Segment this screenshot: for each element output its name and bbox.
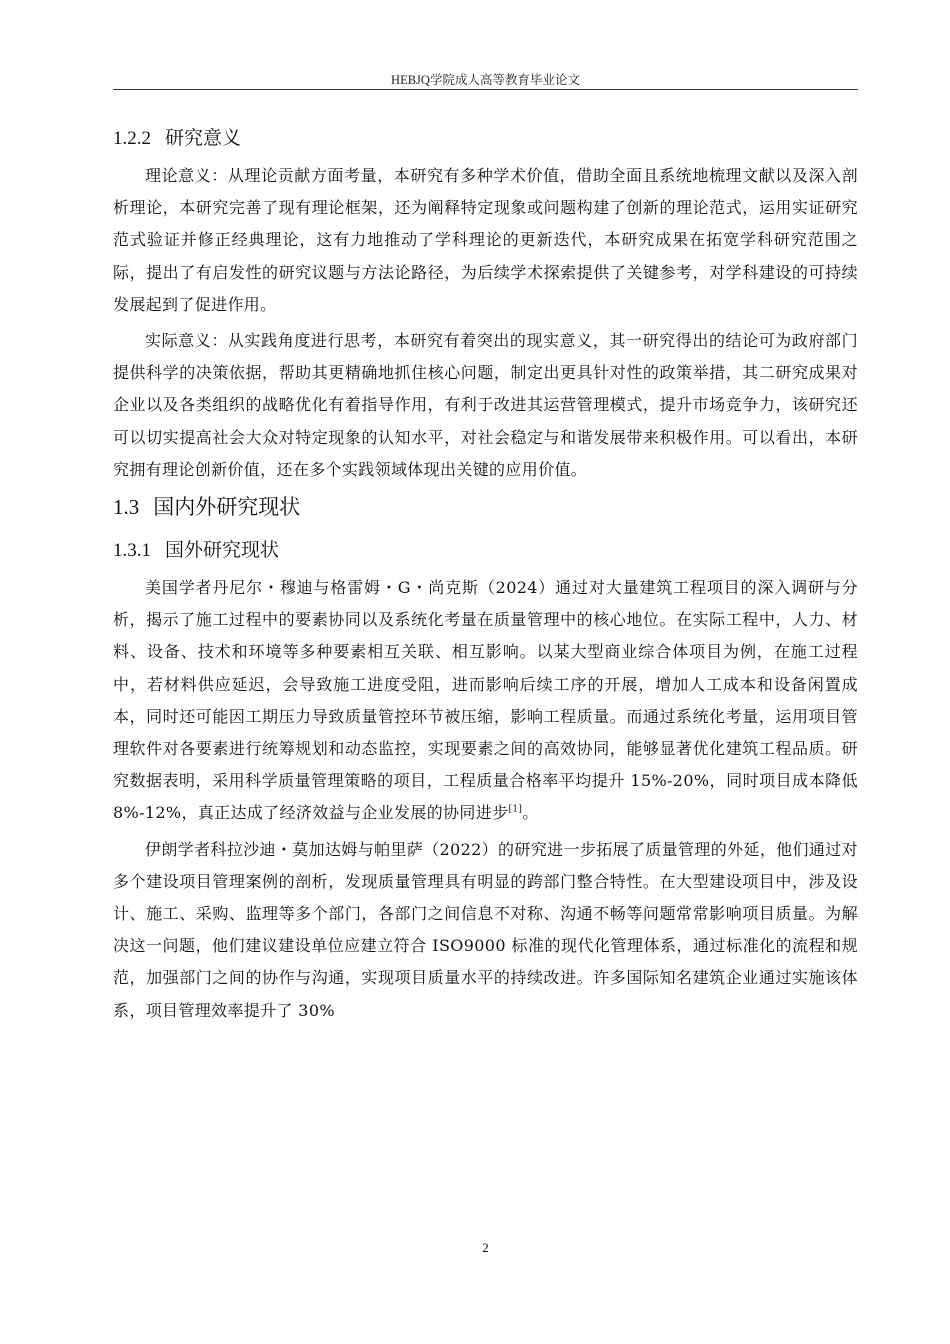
- paragraph-text: 美国学者丹尼尔・穆迪与格雷姆・G・尚克斯（2024）通过对大量建筑工程项目的深入调研与分析，揭示了施工过程中的要素协同以及系统化考量在质量管理中的核心地位。在实际工程中，人力、材料、设备、技术和环境等多种要素相互关联、相互影响。以某大型商业综合体项目为例，在施工过程中，若材料供应延迟，会导致施工进度受阻，进而影响后续工序的开展，增加人工成本和设备闲置成本，同时还可能因工期压力导致质量管控环节被压缩，影响工程质量。而通过系统化考量，运用项目管理软件对各要素进行统筹规划和动态监控，实现要素之间的高效协同，能够显著优化建筑工程品质。研究数据表明，采用科学质量管理策略的项目，工程质量合格率平均提升 15%-20%，同时项目成本降低 8%-12%，真正达成了经济效益与企业发展的协同进步: [113, 578, 858, 823]
- section-number: 1.3.1: [113, 540, 151, 562]
- header-divider: [113, 89, 858, 90]
- section-heading-1-3: [113, 490, 858, 524]
- page-number: 2: [482, 1240, 489, 1255]
- running-header: HEBJQ学院成人高等教育毕业论文: [391, 73, 580, 87]
- section-title: 国外研究现状: [165, 539, 280, 562]
- section-number: 1.2.2: [113, 128, 151, 149]
- section-title: 国内外研究现状: [153, 495, 301, 520]
- document-body: [113, 122, 858, 1031]
- citation-reference[interactable]: [1]: [508, 805, 523, 816]
- paragraph-practical-significance: 实际意义：从实践角度进行思考，本研究有着突出的现实意义，其一研究得出的结论可为政府部门提供科学的决策依据，帮助其更精确地抓住核心问题，制定出更具针对性的政策举措，其二研究成果对企业以及各类组织的战略优化有着指导作用，有利于改进其运营管理模式，提升市场竞争力，该研究还可以切实提高社会大众对特定现象的认知水平，对社会稳定与和谐发展带来积极作用。可以看出，本研究拥有理论创新价值，还在多个实践领域体现出关键的应用价值。: [113, 331, 858, 479]
- section-title: 研究意义: [165, 127, 242, 149]
- paragraph-end-punctuation: 。: [522, 803, 539, 823]
- paragraph-iran-research: 伊朗学者科拉沙迪・莫加达姆与帕里萨（2022）的研究进一步拓展了质量管理的外延，他们通过对多个建设项目管理案例的剖析，发现质量管理具有明显的跨部门整合特性。在大型建设项目中，涉及设计、施工、采购、监理等多个部门，各部门之间信息不对称、沟通不畅等问题常常影响项目质量。为解决这一问题，他们建议建设单位应建立符合 ISO9000 标准的现代化管理体系，通过标准化的流程和规范，加强部门之间的协作与沟通，实现项目质量水平的持续改进。许多国际知名建筑企业通过实施该体系，项目管理效率提升了 30%: [113, 839, 858, 1020]
- section-number: 1.3: [113, 495, 140, 520]
- paragraph-us-research: [113, 572, 858, 830]
- section-heading-1-2-2: [113, 122, 858, 154]
- section-heading-1-3-1: [113, 534, 858, 566]
- paragraph-theoretical-significance: 理论意义：从理论贡献方面考量，本研究有多种学术价值，借助全面且系统地梳理文献以及深入剖析理论，本研究完善了现有理论框架，还为阐释特定现象或问题构建了创新的理论范式，运用实证研究范式验证并修正经典理论，这有力地推动了学科理论的更新迭代，本研究成果在拓宽学科研究范围之际，提出了有启发性的研究议题与方法论路径，为后续学术探索提供了关键参考，对学科建设的可持续发展起到了促进作用。: [113, 166, 858, 314]
